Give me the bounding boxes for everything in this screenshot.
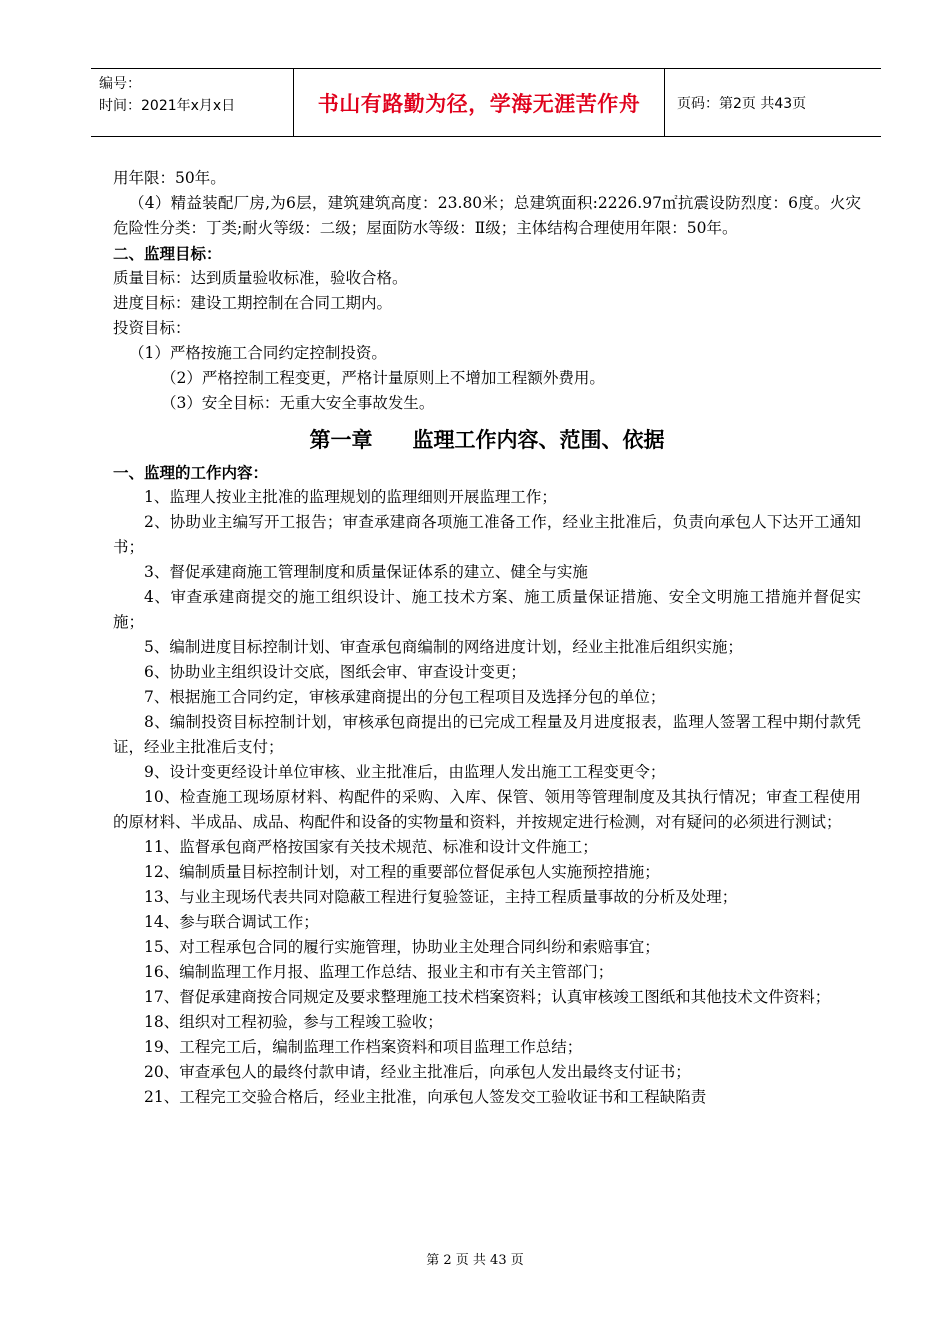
paragraph: （3）安全目标：无重大安全事故发生。 xyxy=(161,394,435,412)
paragraph: （2）严格控制工程变更，严格计量原则上不增加工程额外费用。 xyxy=(161,369,605,387)
list-item: 14、参与联合调试工作； xyxy=(144,913,319,931)
list-item: 18、组织对工程初验，参与工程竣工验收； xyxy=(144,1013,443,1031)
list-item: 13、与业主现场代表共同对隐蔽工程进行复验签证，主持工程质量事故的分析及处理； xyxy=(144,888,738,906)
list-item: 11、监督承包商严格按国家有关技术规范、标准和设计文件施工； xyxy=(144,838,598,856)
page-header xyxy=(91,68,881,137)
header-meta xyxy=(91,69,293,136)
list-item: 1、监理人按业主批准的监理规划的监理细则开展监理工作； xyxy=(144,488,557,506)
header-page-number: 页码：第2页 共43页 xyxy=(677,95,807,112)
list-item: 19、工程完工后，编制监理工作档案资料和项目监理工作总结； xyxy=(144,1038,583,1056)
list-item: 15、对工程承包合同的履行实施管理，协助业主处理合同纠纷和索赔事宜； xyxy=(144,938,660,956)
list-item: 12、编制质量目标控制计划，对工程的重要部位督促承包人实施预控措施； xyxy=(144,863,660,881)
list-item: 9、设计变更经设计单位审核、业主批准后，由监理人发出施工工程变更令； xyxy=(144,763,666,781)
chapter-heading xyxy=(113,425,861,455)
paragraph: （1）严格按施工合同约定控制投资。 xyxy=(129,344,387,362)
list-item: 2、协助业主编写开工报告；审查承建商各项施工准备工作，经业主批准后，负责向承包人下达开工通知书； xyxy=(113,513,861,556)
paragraph: 进度目标：建设工期控制在合同工期内。 xyxy=(113,294,393,312)
list-item: 3、督促承建商施工管理制度和质量保证体系的建立、健全与实施 xyxy=(144,563,588,581)
paragraph: （4）精益装配厂房,为6层，建筑建筑高度：23.80米；总建筑面积:2226.97㎡抗震设防烈度：6度。火灾危险性分类：丁类;耐火等级：二级；屋面防水等级：Ⅱ级；主体结构合理使用年限：50年。 xyxy=(113,194,861,237)
list-item: 6、协助业主组织设计交底，图纸会审、审查设计变更； xyxy=(144,663,526,681)
list-item: 17、督促承建商按合同规定及要求整理施工技术档案资料；认真审核竣工图纸和其他技术文件资料； xyxy=(144,988,831,1006)
section-heading-work-content: 一、监理的工作内容： xyxy=(113,463,269,482)
document-time-label: 时间：2021年x月x日 xyxy=(99,98,236,114)
document-number-label: 编号： xyxy=(99,76,141,92)
header-motto: 书山有路勤为径，学海无涯苦作舟 xyxy=(293,69,665,136)
list-item: 8、编制投资目标控制计划，审核承包商提出的已完成工程量及月进度报表，监理人签署工程中期付款凭证，经业主批准后支付； xyxy=(113,713,861,756)
list-item: 5、编制进度目标控制计划、审查承包商编制的网络进度计划，经业主批准后组织实施； xyxy=(144,638,743,656)
section-heading-goals: 二、监理目标： xyxy=(113,244,222,263)
list-item: 4、审查承建商提交的施工组织设计、施工技术方案、施工质量保证措施、安全文明施工措施并督促实施； xyxy=(113,588,861,631)
document-body xyxy=(113,166,861,1110)
chapter-number: 第一章 xyxy=(309,427,373,452)
paragraph: 用年限：50年。 xyxy=(113,169,226,187)
list-item: 21、工程完工交验合格后，经业主批准，向承包人签发交工验收证书和工程缺陷责 xyxy=(144,1088,707,1106)
list-item: 20、审查承包人的最终付款申请，经业主批准后，向承包人发出最终支付证书； xyxy=(144,1063,691,1081)
paragraph: 投资目标： xyxy=(113,319,191,337)
list-item: 16、编制监理工作月报、监理工作总结、报业主和市有关主管部门； xyxy=(144,963,614,981)
paragraph: 质量目标：达到质量验收标准，验收合格。 xyxy=(113,269,408,287)
chapter-title: 监理工作内容、范围、依据 xyxy=(412,427,665,452)
page-footer: 第 2 页 共 43 页 xyxy=(426,1253,524,1268)
list-item: 10、检查施工现场原材料、构配件的采购、入库、保管、领用等管理制度及其执行情况；审查工程使用的原材料、半成品、成品、构配件和设备的实物量和资料，并按规定进行检测，对有疑问的必须进行测试； xyxy=(113,788,861,831)
list-item: 7、根据施工合同约定，审核承建商提出的分包工程项目及选择分包的单位； xyxy=(144,688,666,706)
